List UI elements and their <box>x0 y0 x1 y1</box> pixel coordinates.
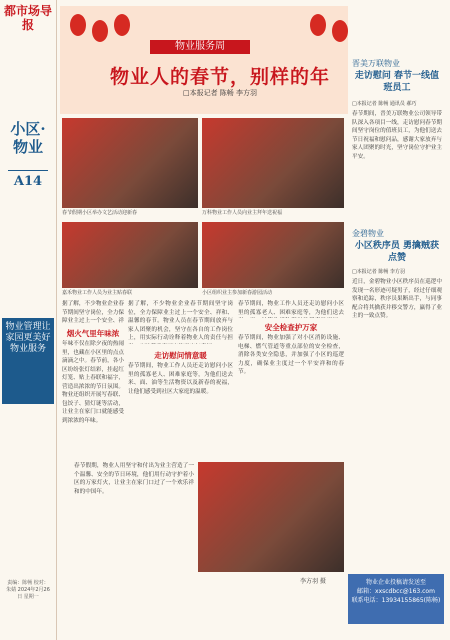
sidebar-byline: □本报记者 陈畅 李方羽 <box>352 269 405 275</box>
lantern-icon <box>114 14 130 36</box>
contact-email: 邮箱：xxscdbcc@163.com <box>357 588 435 595</box>
slogan-box: 物业管理让家园更美好 物业服务 <box>2 318 54 404</box>
edition-info: 责编：陈畅 校对：朱婧 2024年2月26日 星期一 <box>6 580 50 600</box>
closing-text: 春节假期，物业人用坚守和付出为业主营造了一个温馨、安全的节日环境，他们用行动守护着小区的万家灯火，让业主在家门口过了一个欢乐祥和的中国年。 <box>74 463 194 495</box>
contact-box <box>348 574 444 624</box>
lantern-icon <box>70 14 86 36</box>
article-text: 春节期间，物业工作人员还走访慰问小区里的孤寡老人、困难家庭等，为他们送去 <box>238 301 344 316</box>
article-text: 春节期间，物业工作人员还走访慰问小区里的孤寡老人、困难家庭等，为他们送去米、面、油等生活物资以及新春的祝福，让他们感受到社区大家庭的温暖。 <box>128 363 233 395</box>
article-text: 据了解，不少物业企业春节期间坚守岗位，全力保障业主过上一个安全、祥和、温馨的春节。物业人员在春节期间放弃与家人团聚的机会，坚守在各自的工作岗位上，用实际行动诠释着物业人的责任与担 <box>128 301 233 341</box>
page-headline: 物业人的春节，别样的年 <box>109 66 330 88</box>
news-photo <box>62 222 198 288</box>
sidebar-byline: □本报记者 陈畅 通讯员 郝巧 <box>352 101 417 107</box>
column-banner: 物业服务周 <box>150 40 250 54</box>
sidebar-text: 春节期间，晋美万联物业公司领导带队深入各项目一线，走访慰问春节期间坚守岗位的值班员工，为他们送去节日祝福和慰问品，感谢大家放弃与家人团聚的时光，坚守岗位守护业主平安。 <box>352 111 442 160</box>
subhead: 烟火气里年味浓 <box>66 329 120 338</box>
lantern-icon <box>310 14 326 36</box>
subhead: 走访慰问情意暖 <box>154 351 207 360</box>
article-text: 年味不仅在除夕夜的热闹里，也藏在小区里的点点滴滴之中。春节前，各小区纷纷张灯结彩，挂起红灯笼、贴上春联和福字，营造出浓浓的节日氛围。物业还组织开展写春联、包饺子、猜灯谜等活动，让业主在家门口就能感受到浓浓的年味。 <box>62 341 124 424</box>
photo-caption: 春节假期小区举办文艺活动迎新春 <box>62 210 138 216</box>
news-photo <box>202 222 344 288</box>
article-text: 据了解，不少物业企业春节期间坚守岗位，全力保障业主过上一个安全、祥 <box>62 301 124 324</box>
page-number: A14 <box>8 170 48 189</box>
contact-phone: 联系电话：13934155865(陈畅) <box>351 597 441 604</box>
masthead-logo: 都市场导报 <box>4 4 53 32</box>
lantern-icon <box>332 20 348 42</box>
subhead: 安全检查护万家 <box>264 323 318 332</box>
sidebar-kicker: 晋美万联物业 <box>352 59 400 68</box>
article-text: 春节期间，物业加强了对小区消防设施、电梯、燃气管道等重点部位的安全检查，消除各类安全隐患，并加强了小区的巡逻力度，确保业主度过一个平安祥和的春节。 <box>238 335 344 375</box>
headline-byline: □本报记者 陈畅 李方羽 <box>182 89 258 97</box>
news-photo <box>198 462 344 572</box>
sidebar-title: 走访慰问 春节一线值班员工 <box>354 71 440 93</box>
section-title: 小区·物业 <box>10 120 46 156</box>
contact-title: 物业企业投稿请发送至 <box>365 579 426 586</box>
photo-caption: 嘉禾物业工作人员为业主贴春联 <box>62 290 133 296</box>
news-photo <box>62 118 198 208</box>
sidebar-kicker: 金碧物业 <box>352 229 384 238</box>
sidebar-text: 近日，金碧物业小区秩序员在巡逻中发现一名形迹可疑男子，经过仔细观察和追踪，秩序员果断出手，与同事配合将其擒获并移交警方，赢得了业主的一致点赞。 <box>352 279 442 319</box>
photo-credit: 李方羽 摄 <box>300 578 326 585</box>
lantern-icon <box>92 20 108 42</box>
photo-caption: 小区组织业主参加新春游园活动 <box>202 290 273 296</box>
photo-caption: 万科物业工作人员向业主拜年送祝福 <box>202 210 283 216</box>
sidebar-title: 小区秩序员 勇擒贼获点赞 <box>354 241 440 263</box>
news-photo <box>202 118 344 208</box>
